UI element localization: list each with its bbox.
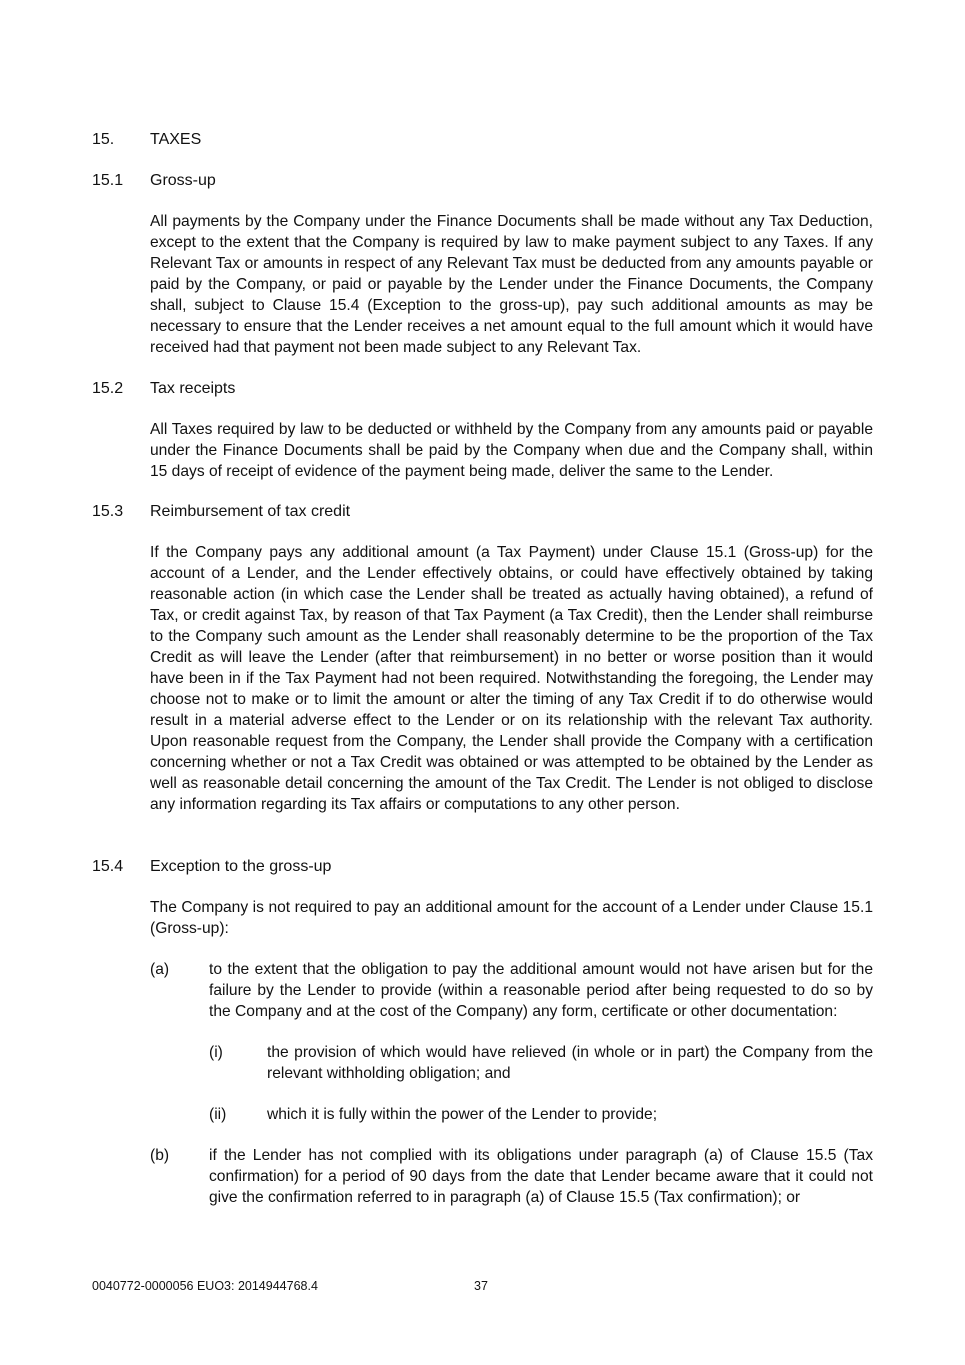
item-label: (ii) <box>209 1106 227 1123</box>
clause-title: Tax receipts <box>150 380 236 397</box>
item-label: (a) <box>150 961 170 978</box>
item-text: the provision of which would have relieved (in whole or in part) the Company from the relevant withholding obligation; and <box>267 1044 873 1082</box>
clause-text-15-4: The Company is not required to pay an additional amount for the account of a Lender under Clause 15.1 (Gross-up): <box>150 899 873 937</box>
item-label: (b) <box>150 1147 170 1164</box>
clause-number: 15.2 <box>92 380 124 397</box>
clause-title: Exception to the gross-up <box>150 858 332 875</box>
clause-heading-15-3 <box>92 502 350 522</box>
clause-title: Reimbursement of tax credit <box>150 503 351 520</box>
clause-number: 15.4 <box>92 858 124 875</box>
clause-text-15-2: All Taxes required by law to be deducted or withheld by the Company from any amounts paid or payable under the Finance Documents shall be paid by the Company when due and the Company shall, within 15 days of receipt of evidence of the payment being made, deliver the same to the Lender. <box>150 421 873 480</box>
section-heading <box>92 130 201 150</box>
clause-number: 15.1 <box>92 172 124 189</box>
item-label: (i) <box>209 1044 223 1061</box>
item-text: to the extent that the obligation to pay the additional amount would not have arisen but for the failure by the Lender to provide (within a reasonable period after being requested to do so by the Company and at the cost of the Company) any form, certificate or other documentation: <box>209 961 873 1020</box>
clause-heading-15-2 <box>92 379 235 399</box>
clause-text-15-3: If the Company pays any additional amount (a Tax Payment) under Clause 15.1 (Gross-up) for the account of a Lender, and the Lender effectively obtains, or could have effectively obtained by taking reasonable action (in which case the Lender shall be treated as actually having obtained), a refund of Tax, or credit against Tax, by reason of that Tax Payment (a Tax Credit), then the Lender shall reimburse to the Company such amount as the Lender shall reasonably determine to be the proportion of the Tax Credit as will leave the Lender (after that reimbursement) in no better or worse position than it would have been in if the Tax Payment had not been required. Notwithstanding the foregoing, the Lender may choose not to make or to limit the amount or alter the timing of any Tax Credit if to do otherwise would result in a material adverse effect to the Lender or on its relationship with the relevant Tax authority. Upon reasonable request from the Company, the Lender shall provide the Company with a certification concerning whether or not a Tax Credit was obtained or was attempted to be obtained by the Lender as well as reasonable detail concerning the amount of the Tax Credit. The Lender is not obliged to disclose any information regarding its Tax affairs or computations to any other person. <box>150 544 873 813</box>
page-number: 37 <box>474 1279 488 1293</box>
clause-text-15-1: All payments by the Company under the Finance Documents shall be made without any Tax Deduction, except to the extent that the Company is required by law to make payment subject to any Taxes. If any Relevant Tax or amounts in respect of any Relevant Tax must be deducted from any amounts payable or paid by the Company, or paid or payable by the Lender under the Finance Documents, the Company shall, subject to Clause 15.4 (Exception to the gross-up), pay such additional amounts as may be necessary to ensure that the Lender receives a net amount equal to the full amount which it would have received had that payment not been made subject to any Relevant Tax. <box>150 213 873 356</box>
clause-title: Gross-up <box>150 172 216 189</box>
item-text: if the Lender has not complied with its obligations under paragraph (a) of Clause 15.5 (Tax confirmation) for a period of 90 days from the date that Lender became aware that it could not give the confirmation referred to in paragraph (a) of Clause 15.5 (Tax confirmation); or <box>209 1147 873 1206</box>
section-title: TAXES <box>150 131 202 148</box>
clause-heading-15-4 <box>92 857 331 877</box>
clause-heading-15-1 <box>92 171 216 191</box>
document-reference: 0040772-0000056 EUO3: 2014944768.4 <box>92 1279 318 1293</box>
item-text: which it is fully within the power of the Lender to provide; <box>267 1106 658 1123</box>
clause-number: 15.3 <box>92 503 124 520</box>
section-number: 15. <box>92 131 115 148</box>
